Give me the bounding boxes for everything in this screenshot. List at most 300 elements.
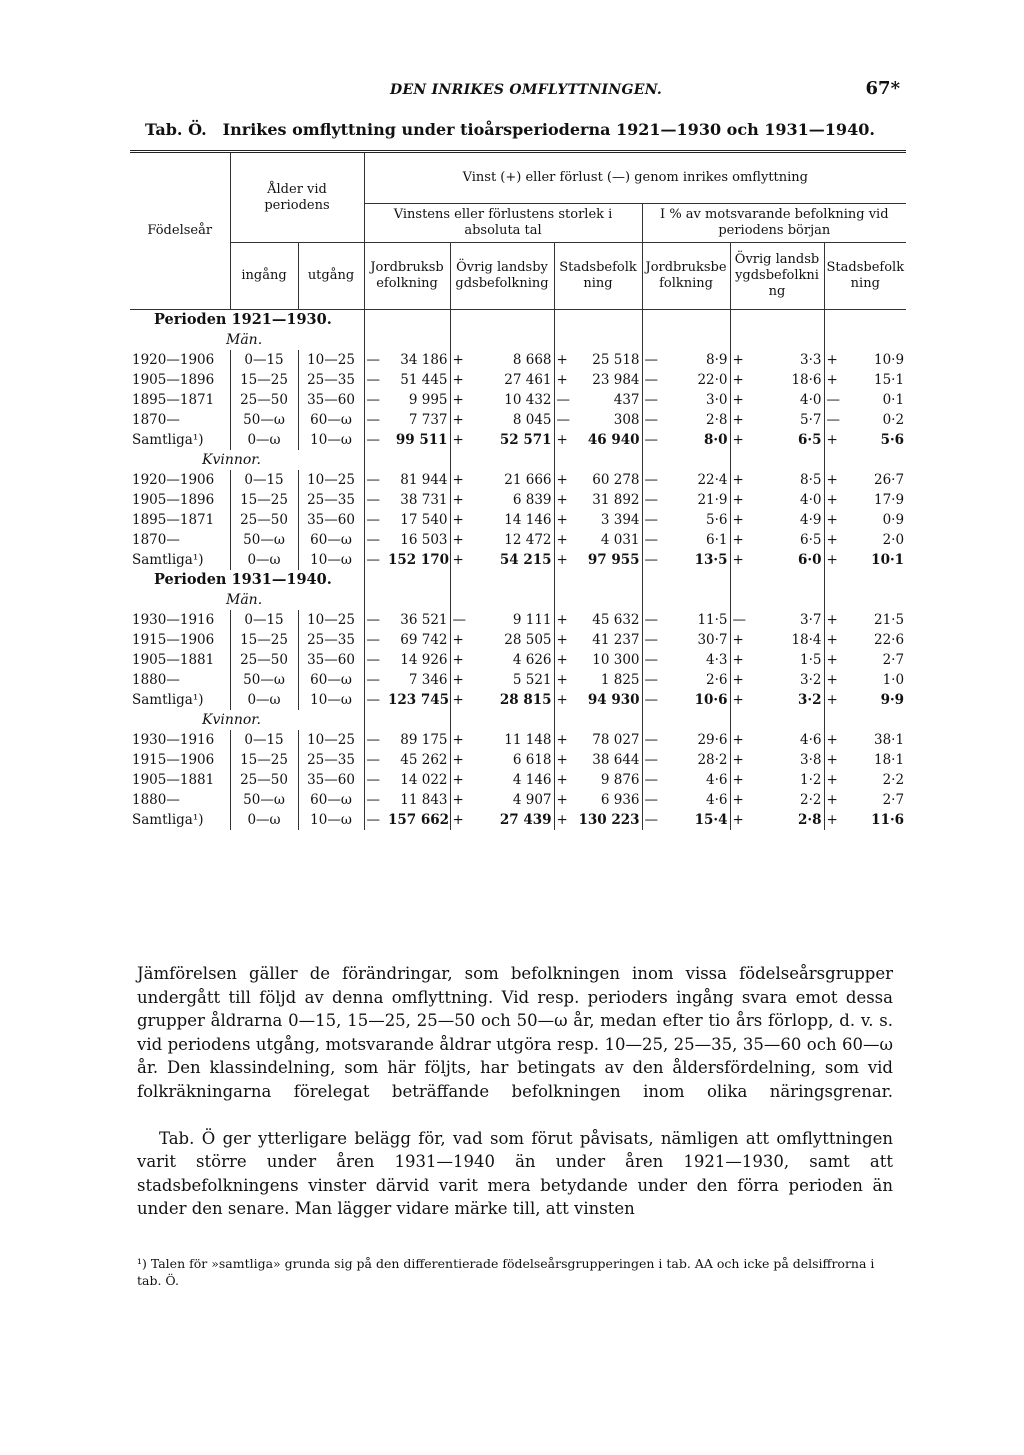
rural-value: 27 439 (499, 812, 552, 828)
urban-value: 38 644 (592, 752, 640, 768)
empty-cell (576, 590, 642, 610)
rural-pct-value: 1·2 (800, 772, 822, 788)
urban-pct-value: 26·7 (874, 472, 905, 488)
rural-value: 52 571 (499, 432, 552, 448)
empty-cell (576, 710, 642, 730)
urban-sign: + (554, 770, 576, 790)
table-row (130, 390, 906, 410)
agri-pct-sign: — (642, 510, 670, 530)
agri-pct-sign: — (642, 610, 670, 630)
birth-year-cell: Samtliga¹) (132, 552, 204, 568)
rural-pct-sign: + (730, 670, 764, 690)
rural-value: 5 521 (512, 672, 552, 688)
empty-cell (474, 710, 554, 730)
table-row (130, 670, 906, 690)
rural-value: 27 461 (504, 372, 552, 388)
age-in-cell: 0—ω (230, 810, 298, 830)
empty-cell (450, 450, 474, 470)
urban-value: 10 300 (592, 652, 640, 668)
agri-pct-sign: — (642, 370, 670, 390)
urban-value: 31 892 (592, 492, 640, 508)
table-row (130, 790, 906, 810)
urban-sign: + (554, 790, 576, 810)
agri-sign: — (364, 350, 386, 370)
agri-pct-sign: — (642, 470, 670, 490)
empty-cell (474, 450, 554, 470)
urban-sign: + (554, 650, 576, 670)
age-out-cell: 25—35 (298, 630, 364, 650)
empty-cell (386, 710, 450, 730)
empty-cell (642, 310, 670, 331)
empty-cell (764, 330, 824, 350)
total-row (130, 690, 906, 710)
rural-value: 28 815 (499, 692, 552, 708)
empty-cell (554, 310, 576, 331)
urban-pct-sign: + (824, 490, 850, 510)
rural-pct-value: 4·0 (800, 492, 822, 508)
agri-value: 81 944 (400, 472, 448, 488)
urban-sign: + (554, 350, 576, 370)
rural-sign: — (450, 610, 474, 630)
urban-pct-value: 2·7 (882, 792, 905, 808)
header-age-in: ingång (230, 243, 298, 310)
agri-sign: — (364, 630, 386, 650)
urban-sign: + (554, 370, 576, 390)
empty-cell (764, 570, 824, 590)
age-in-cell: 50—ω (230, 530, 298, 550)
empty-cell (730, 450, 764, 470)
agri-pct-value: 2·8 (706, 412, 728, 428)
agri-value: 152 170 (388, 552, 450, 568)
empty-cell (364, 310, 386, 331)
urban-value: 437 (613, 392, 640, 408)
header-percent: I % av motsvarande befolkning vid periodens början (642, 204, 906, 243)
urban-pct-value: 0·9 (882, 512, 905, 528)
empty-cell (764, 450, 824, 470)
agri-value: 123 745 (388, 692, 450, 708)
rural-sign: + (450, 550, 474, 570)
urban-pct-value: 2·2 (882, 772, 905, 788)
agri-pct-value: 22·0 (697, 372, 728, 388)
table-row (130, 750, 906, 770)
rural-pct-sign: + (730, 810, 764, 830)
urban-value: 9 876 (600, 772, 640, 788)
urban-pct-value: 10·1 (871, 552, 905, 568)
age-out-cell: 10—25 (298, 470, 364, 490)
empty-cell (450, 590, 474, 610)
rural-pct-sign: + (730, 630, 764, 650)
footnote: ¹) Talen för »samtliga» grunda sig på den differentierade födelseårsgrupperingen i tab. AA och icke på delsiffrorna i tab. Ö. (137, 1256, 875, 1288)
rural-pct-sign: + (730, 650, 764, 670)
empty-cell (364, 570, 386, 590)
urban-value: 60 278 (592, 472, 640, 488)
birth-year-cell: 1920—1906 (132, 472, 215, 488)
rural-pct-sign: + (730, 390, 764, 410)
rural-pct-value: 5·7 (800, 412, 822, 428)
sex-heading: Män. (226, 592, 263, 608)
agri-pct-value: 15·4 (694, 812, 728, 828)
empty-cell (850, 310, 906, 331)
rural-pct-value: 18·4 (791, 632, 822, 648)
section-title-row (130, 310, 906, 331)
agri-sign: — (364, 510, 386, 530)
urban-pct-sign: + (824, 550, 850, 570)
agri-pct-value: 28·2 (697, 752, 728, 768)
urban-sign: — (554, 410, 576, 430)
sex-heading-row (130, 330, 906, 350)
empty-cell (764, 590, 824, 610)
empty-cell (386, 450, 450, 470)
table-row (130, 410, 906, 430)
age-in-cell: 50—ω (230, 670, 298, 690)
agri-pct-sign: — (642, 630, 670, 650)
urban-value: 25 518 (592, 352, 640, 368)
empty-cell (764, 310, 824, 331)
birth-year-cell: 1915—1906 (132, 632, 215, 648)
sex-heading: Kvinnor. (202, 452, 261, 468)
birth-year-cell: 1895—1871 (132, 512, 215, 528)
empty-cell (824, 330, 850, 350)
urban-pct-value: 10·9 (874, 352, 905, 368)
agri-value: 51 445 (400, 372, 448, 388)
table-title (145, 120, 875, 139)
empty-cell (850, 330, 906, 350)
total-row (130, 430, 906, 450)
urban-sign: + (554, 550, 576, 570)
rural-pct-value: 6·0 (798, 552, 822, 568)
age-in-cell: 25—50 (230, 650, 298, 670)
rural-value: 12 472 (504, 532, 552, 548)
section-title: Perioden 1921—1930. (154, 311, 332, 328)
urban-pct-value: 2·0 (882, 532, 905, 548)
empty-cell (730, 310, 764, 331)
body-paragraph-1: Jämförelsen gäller de förändringar, som befolkningen inom vissa födelseårsgrupper undergått till följd av denna omflyttning. Vid resp. perioders ingång svara emot dessa grupper åldrarna 0—15, 15—25, 25—50 och 50—ω år, medan efter tio års förlopp, d. v. s. vid periodens utgång, motsvarande åldrar utgöra resp. 10—25, 25—35, 35—60 och 60—ω år. Den klassindelning, som här följts, har betingats av den åldersfördelning, som vid folkräkningarna förelegat beträffande befolkningen inom olika näringsgrenar. (137, 964, 893, 1101)
empty-cell (824, 310, 850, 331)
agri-pct-sign: — (642, 650, 670, 670)
empty-cell (364, 590, 386, 610)
urban-pct-value: 2·7 (882, 652, 905, 668)
empty-cell (850, 570, 906, 590)
empty-cell (554, 330, 576, 350)
empty-cell (670, 590, 730, 610)
agri-sign: — (364, 490, 386, 510)
rural-value: 4 907 (512, 792, 552, 808)
agri-value: 89 175 (400, 732, 448, 748)
rural-value: 9 111 (512, 612, 552, 628)
rural-pct-sign: + (730, 790, 764, 810)
urban-pct-value: 17·9 (874, 492, 905, 508)
birth-year-cell: 1895—1871 (132, 392, 215, 408)
urban-pct-sign: + (824, 510, 850, 530)
rural-pct-value: 2·8 (798, 812, 822, 828)
rural-value: 4 146 (512, 772, 552, 788)
empty-cell (642, 330, 670, 350)
urban-sign: + (554, 630, 576, 650)
running-title: DEN INRIKES OMFLYTTNINGEN. (390, 82, 663, 98)
header-agri: Jordbruksbefolkning (364, 243, 450, 310)
rural-value: 54 215 (499, 552, 552, 568)
rural-value: 11 148 (504, 732, 552, 748)
urban-pct-value: 0·2 (882, 412, 905, 428)
sex-heading-row (130, 590, 906, 610)
table-row (130, 610, 906, 630)
header-urban-pct: Stadsbefolkning (824, 243, 906, 310)
rural-pct-value: 18·6 (791, 372, 822, 388)
age-in-cell: 0—ω (230, 550, 298, 570)
agri-sign: — (364, 470, 386, 490)
birth-year-cell: 1905—1881 (132, 772, 215, 788)
empty-cell (670, 710, 730, 730)
agri-value: 9 995 (408, 392, 448, 408)
age-out-cell: 35—60 (298, 510, 364, 530)
agri-sign: — (364, 370, 386, 390)
agri-pct-sign: — (642, 770, 670, 790)
urban-value: 130 223 (578, 812, 640, 828)
section-title: Perioden 1931—1940. (154, 571, 332, 588)
agri-pct-value: 8·0 (704, 432, 728, 448)
age-in-cell: 0—15 (230, 730, 298, 750)
empty-cell (576, 330, 642, 350)
agri-pct-sign: — (642, 790, 670, 810)
agri-value: 7 737 (408, 412, 448, 428)
birth-year-cell: 1870— (132, 532, 180, 548)
empty-cell (642, 590, 670, 610)
empty-cell (642, 450, 670, 470)
agri-sign: — (364, 550, 386, 570)
age-in-cell: 15—25 (230, 370, 298, 390)
agri-value: 11 843 (400, 792, 448, 808)
agri-pct-value: 8·9 (706, 352, 728, 368)
empty-cell (642, 710, 670, 730)
urban-pct-sign: + (824, 370, 850, 390)
agri-pct-value: 13·5 (694, 552, 728, 568)
rural-sign: + (450, 430, 474, 450)
agri-value: 36 521 (400, 612, 448, 628)
birth-year-cell: 1880— (132, 672, 180, 688)
age-in-cell: 0—ω (230, 690, 298, 710)
header-rural: Övrig landsbygdsbefolkning (450, 243, 554, 310)
agri-pct-value: 10·6 (694, 692, 728, 708)
agri-sign: — (364, 530, 386, 550)
urban-value: 3 394 (600, 512, 640, 528)
empty-cell (576, 310, 642, 331)
urban-pct-value: 11·6 (871, 812, 905, 828)
birth-year-cell: Samtliga¹) (132, 692, 204, 708)
header-agri-pct: Jordbruksbefolkning (642, 243, 730, 310)
agri-pct-value: 5·6 (706, 512, 728, 528)
urban-sign: + (554, 530, 576, 550)
birth-year-cell: 1870— (132, 412, 180, 428)
empty-cell (364, 710, 386, 730)
table-row (130, 490, 906, 510)
sex-heading: Kvinnor. (202, 712, 261, 728)
agri-pct-value: 2·6 (706, 672, 728, 688)
birth-year-cell: 1880— (132, 792, 180, 808)
rural-sign: + (450, 410, 474, 430)
empty-cell (554, 570, 576, 590)
empty-cell (364, 450, 386, 470)
header-absolute: Vinstens eller förlustens storlek i absoluta tal (364, 204, 642, 243)
urban-pct-sign: + (824, 630, 850, 650)
empty-cell (824, 450, 850, 470)
body-paragraph-2: Tab. Ö ger ytterligare belägg för, vad som förut påvisats, nämligen att omflyttningen varit större under åren 1931—1940 än under åren 1921—1930, samt att stadsbefolkningens vinster därvid varit mera betydande under den förra perioden än under den senare. Man lägger vidare märke till, att vinsten (137, 1128, 893, 1218)
agri-value: 99 511 (395, 432, 448, 448)
rural-value: 14 146 (504, 512, 552, 528)
rural-sign: + (450, 490, 474, 510)
rural-pct-value: 4·9 (800, 512, 822, 528)
agri-value: 69 742 (400, 632, 448, 648)
rural-value: 10 432 (504, 392, 552, 408)
rural-pct-sign: + (730, 770, 764, 790)
urban-pct-sign: + (824, 430, 850, 450)
urban-pct-sign: + (824, 470, 850, 490)
agri-pct-sign: — (642, 490, 670, 510)
agri-sign: — (364, 390, 386, 410)
urban-value: 308 (613, 412, 640, 428)
urban-value: 4 031 (600, 532, 640, 548)
birth-year-cell: 1905—1896 (132, 492, 215, 508)
table-row (130, 510, 906, 530)
urban-pct-sign: — (824, 410, 850, 430)
agri-value: 157 662 (388, 812, 450, 828)
total-row (130, 810, 906, 830)
urban-sign: — (554, 390, 576, 410)
age-out-cell: 10—25 (298, 730, 364, 750)
age-in-cell: 0—15 (230, 470, 298, 490)
age-in-cell: 15—25 (230, 750, 298, 770)
agri-pct-value: 6·1 (706, 532, 728, 548)
urban-pct-sign: — (824, 390, 850, 410)
birth-year-cell: 1920—1906 (132, 352, 215, 368)
birth-year-cell: 1915—1906 (132, 752, 215, 768)
agri-sign: — (364, 810, 386, 830)
rural-sign: + (450, 370, 474, 390)
empty-cell (450, 330, 474, 350)
rural-pct-value: 3·2 (800, 672, 822, 688)
agri-pct-value: 22·4 (697, 472, 728, 488)
rural-sign: + (450, 350, 474, 370)
age-in-cell: 25—50 (230, 390, 298, 410)
agri-sign: — (364, 730, 386, 750)
rural-pct-value: 4·6 (800, 732, 822, 748)
empty-cell (670, 330, 730, 350)
empty-cell (554, 450, 576, 470)
rural-sign: + (450, 470, 474, 490)
agri-value: 38 731 (400, 492, 448, 508)
age-in-cell: 50—ω (230, 790, 298, 810)
urban-pct-sign: + (824, 730, 850, 750)
header-age-group: Ålder vid periodens (230, 152, 364, 243)
rural-pct-value: 3·2 (798, 692, 822, 708)
urban-value: 97 955 (587, 552, 640, 568)
empty-cell (824, 590, 850, 610)
rural-pct-value: 6·5 (800, 532, 822, 548)
urban-pct-sign: + (824, 350, 850, 370)
agri-sign: — (364, 610, 386, 630)
rural-value: 8 045 (512, 412, 552, 428)
page-number: 67* (865, 78, 900, 99)
urban-pct-sign: + (824, 670, 850, 690)
rural-value: 28 505 (504, 632, 552, 648)
age-out-cell: 60—ω (298, 530, 364, 550)
urban-value: 41 237 (592, 632, 640, 648)
urban-pct-value: 18·1 (874, 752, 905, 768)
agri-value: 45 262 (400, 752, 448, 768)
empty-cell (850, 450, 906, 470)
urban-value: 46 940 (587, 432, 640, 448)
age-out-cell: 10—ω (298, 810, 364, 830)
agri-pct-sign: — (642, 530, 670, 550)
urban-sign: + (554, 610, 576, 630)
age-out-cell: 60—ω (298, 790, 364, 810)
age-out-cell: 35—60 (298, 650, 364, 670)
agri-pct-sign: — (642, 810, 670, 830)
agri-pct-sign: — (642, 410, 670, 430)
rural-sign: + (450, 730, 474, 750)
rural-pct-value: 3·7 (800, 612, 822, 628)
empty-cell (730, 570, 764, 590)
age-out-cell: 10—ω (298, 550, 364, 570)
table-row (130, 530, 906, 550)
agri-value: 14 926 (400, 652, 448, 668)
table-row (130, 770, 906, 790)
rural-pct-sign: + (730, 430, 764, 450)
rural-pct-value: 2·2 (800, 792, 822, 808)
rural-pct-sign: — (730, 610, 764, 630)
age-out-cell: 10—ω (298, 690, 364, 710)
urban-sign: + (554, 810, 576, 830)
age-in-cell: 25—50 (230, 770, 298, 790)
urban-pct-sign: + (824, 750, 850, 770)
agri-value: 17 540 (400, 512, 448, 528)
empty-cell (386, 330, 450, 350)
age-out-cell: 60—ω (298, 410, 364, 430)
header-gain-loss: Vinst (+) eller förlust (—) genom inrikes omflyttning (364, 152, 906, 204)
age-out-cell: 35—60 (298, 770, 364, 790)
agri-value: 7 346 (408, 672, 448, 688)
empty-cell (730, 330, 764, 350)
birth-year-cell: 1930—1916 (132, 612, 215, 628)
rural-pct-sign: + (730, 350, 764, 370)
sex-heading: Män. (226, 332, 263, 348)
age-out-cell: 35—60 (298, 390, 364, 410)
rural-pct-value: 3·8 (800, 752, 822, 768)
empty-cell (450, 310, 474, 331)
urban-pct-value: 22·6 (874, 632, 905, 648)
rural-value: 8 668 (512, 352, 552, 368)
urban-pct-sign: + (824, 810, 850, 830)
agri-pct-sign: — (642, 390, 670, 410)
urban-pct-sign: + (824, 770, 850, 790)
rural-pct-sign: + (730, 530, 764, 550)
age-in-cell: 15—25 (230, 630, 298, 650)
empty-cell (670, 570, 730, 590)
agri-sign: — (364, 650, 386, 670)
urban-value: 78 027 (592, 732, 640, 748)
rural-sign: + (450, 630, 474, 650)
age-out-cell: 25—35 (298, 370, 364, 390)
birth-year-cell: Samtliga¹) (132, 812, 204, 828)
urban-sign: + (554, 750, 576, 770)
urban-pct-value: 9·9 (880, 692, 905, 708)
agri-pct-sign: — (642, 670, 670, 690)
empty-cell (554, 590, 576, 610)
rural-pct-value: 4·0 (800, 392, 822, 408)
empty-cell (474, 330, 554, 350)
empty-cell (576, 570, 642, 590)
agri-pct-sign: — (642, 730, 670, 750)
age-out-cell: 10—25 (298, 610, 364, 630)
